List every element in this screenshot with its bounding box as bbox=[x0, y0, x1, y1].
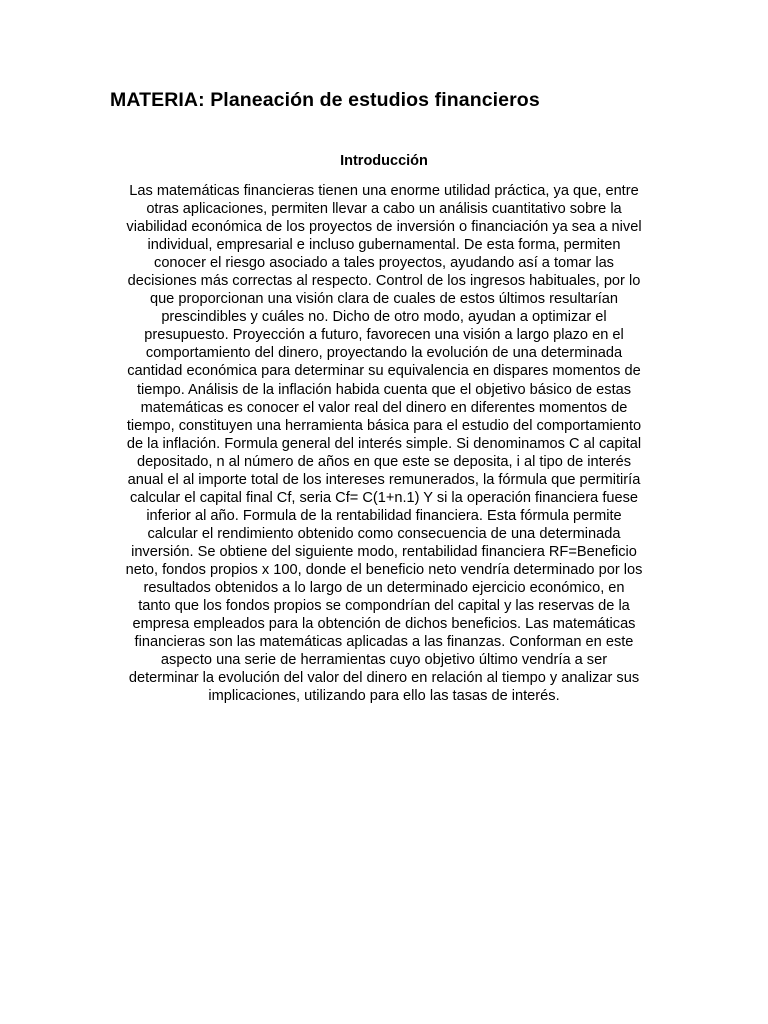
paragraph-line: anual el al importe total de los intereses remunerados, la fórmula que permitiría bbox=[127, 471, 641, 488]
paragraph-line: Las matemáticas financieras tienen una enorme utilidad práctica, ya que, entre bbox=[129, 183, 639, 199]
paragraph-line: de la inflación. Formula general del interés simple. Si denominamos C al capital bbox=[126, 435, 642, 452]
paragraph-line: tiempo, constituyen una herramienta básica para el estudio del comportamiento bbox=[126, 417, 642, 434]
paragraph-line: depositado, n al número de años en que este se deposita, i al tipo de interés bbox=[136, 453, 632, 470]
paragraph-line: otras aplicaciones, permiten llevar a cabo un análisis cuantitativo sobre la bbox=[146, 201, 622, 218]
section-heading-introduccion: Introducción bbox=[340, 153, 428, 169]
paragraph-line: determinar la evolución del valor del dinero en relación al tiempo y analizar sus bbox=[128, 670, 640, 687]
paragraph-line: resultados obtenidos a lo largo de un determinado ejercicio económico, en bbox=[143, 580, 625, 597]
paragraph-line: aspecto una serie de herramientas cuyo objetivo último vendría a ser bbox=[160, 652, 608, 669]
paragraph-line: inversión. Se obtiene del siguiente modo, rentabilidad financiera RF=Beneficio bbox=[131, 543, 637, 560]
paragraph-line: inferior al año. Formula de la rentabilidad financiera. Esta fórmula permite bbox=[146, 507, 622, 524]
document-title: MATERIA: Planeación de estudios financieros bbox=[110, 89, 540, 111]
paragraph-line: calcular el rendimiento obtenido como consecuencia de una determinada bbox=[147, 525, 621, 542]
paragraph-line: tiempo. Análisis de la inflación habida cuenta que el objetivo básico de estas bbox=[136, 381, 632, 398]
paragraph-line: tanto que los fondos propios se compondrían del capital y las reservas de la bbox=[138, 598, 630, 615]
paragraph-line: matemáticas es conocer el valor real del dinero en diferentes momentos de bbox=[140, 399, 628, 416]
paragraph-line: calcular el capital final Cf, seria Cf= C(1+n.1) Y si la operación financiera fuese bbox=[129, 489, 639, 506]
paragraph-line: comportamiento del dinero, proyectando la evolución de una determinada bbox=[145, 345, 623, 362]
paragraph-line: individual, empresarial e incluso gubernamental. De esta forma, permiten bbox=[147, 237, 621, 254]
introduction-paragraph bbox=[104, 182, 664, 705]
paragraph-line: prescindibles y cuáles no. Dicho de otro modo, ayudan a optimizar el bbox=[161, 309, 607, 326]
paragraph-line: cantidad económica para determinar su equivalencia en dispares momentos de bbox=[127, 363, 641, 380]
paragraph-line: implicaciones, utilizando para ello las tasas de interés. bbox=[208, 688, 560, 705]
paragraph-line: financieras son las matemáticas aplicadas a las finanzas. Conforman en este bbox=[134, 634, 634, 651]
paragraph-line: que proporcionan una visión clara de cuales de estos últimos resultarían bbox=[149, 291, 619, 308]
paragraph-line: empresa empleados para la obtención de dichos beneficios. Las matemáticas bbox=[132, 616, 636, 633]
paragraph-line: presupuesto. Proyección a futuro, favorecen una visión a largo plazo en el bbox=[144, 327, 624, 344]
paragraph-line: viabilidad económica de los proyectos de inversión o financiación ya sea a nivel bbox=[126, 219, 642, 236]
paragraph-line: neto, fondos propios x 100, donde el beneficio neto vendría determinado por los bbox=[125, 561, 643, 578]
paragraph-line: conocer el riesgo asociado a tales proyectos, ayudando así a tomar las bbox=[154, 255, 614, 272]
paragraph-line: decisiones más correctas al respecto. Control de los ingresos habituales, por lo bbox=[127, 273, 641, 290]
